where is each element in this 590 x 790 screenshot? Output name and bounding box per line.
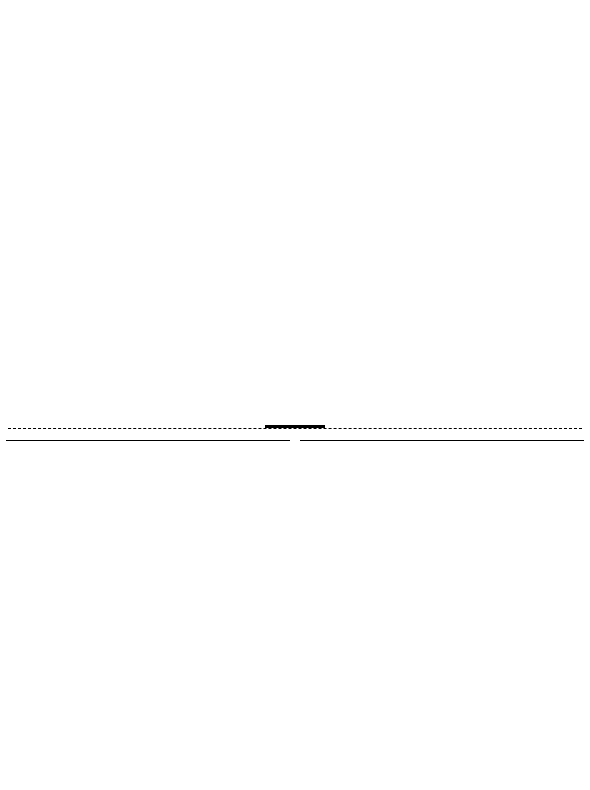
bottom-right-article (300, 436, 584, 784)
bottom-articles (6, 436, 584, 784)
bottom-right-headline (300, 438, 584, 441)
top-article-columns (6, 6, 584, 424)
article-column-3 (152, 6, 292, 424)
article-column-4 (6, 6, 146, 424)
article-column-1 (444, 6, 584, 424)
bottom-left-article (6, 436, 290, 784)
section-divider (8, 428, 582, 429)
article-column-2 (298, 6, 438, 424)
bottom-left-headline (6, 438, 290, 441)
